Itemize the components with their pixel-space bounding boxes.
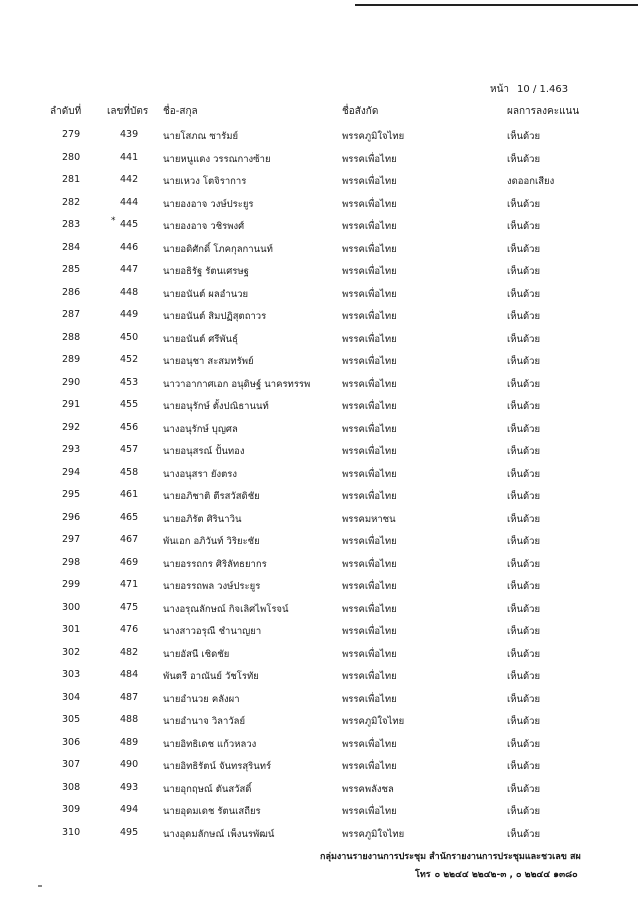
row-vote: เห็นด้วย xyxy=(507,603,541,615)
row-vote: เห็นด้วย xyxy=(507,243,541,255)
row-card-number: 493 xyxy=(120,781,139,793)
row-number: 294 xyxy=(62,466,81,478)
row-name: นายอิทธิเดช แก้วหลวง xyxy=(163,738,257,750)
table-row xyxy=(0,350,638,373)
row-name: นายอิทธิรัตน์ จันทรสุรินทร์ xyxy=(163,761,272,772)
table-row xyxy=(0,643,638,666)
table-row xyxy=(0,755,638,778)
table-row xyxy=(0,778,638,801)
row-number: 292 xyxy=(62,421,81,433)
row-number: 290 xyxy=(62,376,81,388)
header-party: ชื่อสังกัด xyxy=(342,106,379,117)
header-card: เลขที่บัตร xyxy=(107,106,149,117)
row-card-number: 447 xyxy=(120,264,139,275)
row-vote: เห็นด้วย xyxy=(507,468,541,480)
row-vote: เห็นด้วย xyxy=(507,783,541,795)
row-card-number: 487 xyxy=(120,691,139,703)
table-row xyxy=(0,733,638,756)
row-name: นายอุกฤษณ์ ตันสวัสดิ์ xyxy=(163,783,252,795)
table-row xyxy=(0,125,638,148)
row-number: 280 xyxy=(62,151,81,163)
row-card-number: 484 xyxy=(120,669,139,680)
row-party: พรรคเพื่อไทย xyxy=(342,266,397,277)
row-vote: เห็นด้วย xyxy=(507,558,541,570)
row-number: 295 xyxy=(62,489,81,500)
row-name: นายองอาจ วงษ์ประยูร xyxy=(163,198,254,210)
row-number: 284 xyxy=(62,241,81,253)
footer-office: กลุ่มงานรายงานการประชุม สำนักรายงานการประชุมและชวเลข สผ xyxy=(320,852,581,862)
row-name: นางสาวอรุณี ชำนาญยา xyxy=(163,626,262,637)
row-number: 298 xyxy=(62,556,81,568)
row-name: นายอภิชาติ ตีรสวัสดิชัย xyxy=(163,491,260,502)
row-party: พรรคเพื่อไทย xyxy=(342,761,397,772)
row-party: พรรคเพื่อไทย xyxy=(342,581,397,592)
row-card-number: 452 xyxy=(120,354,139,365)
row-card-number: 471 xyxy=(120,579,139,590)
row-name: นายอุดมเดช รัตนเสถียร xyxy=(163,806,261,817)
row-name: นายอภิรัต ศิรินาวิน xyxy=(163,513,242,525)
row-card-number: 441 xyxy=(120,151,139,163)
row-party: พรรคเพื่อไทย xyxy=(342,401,397,412)
row-number: 304 xyxy=(62,691,81,703)
row-vote: เห็นด้วย xyxy=(507,716,541,727)
row-card-number: 461 xyxy=(120,489,139,500)
row-name: นางอนุสรา ยังตรง xyxy=(163,468,238,480)
row-vote: เห็นด้วย xyxy=(507,761,541,772)
table-row xyxy=(0,710,638,733)
row-party: พรรคพลังชล xyxy=(342,783,394,795)
top-rule xyxy=(355,4,638,6)
row-name: นายอัสนี เชิดชัย xyxy=(163,648,230,660)
row-name: นายหนูแดง วรรณกางซ้าย xyxy=(163,153,271,165)
table-row xyxy=(0,283,638,306)
row-card-number: 488 xyxy=(120,714,139,725)
table-row xyxy=(0,823,638,846)
row-name: นายอำนาจ วิลาวัลย์ xyxy=(163,716,246,727)
row-vote: เห็นด้วย xyxy=(507,536,541,547)
row-card-number: 489 xyxy=(120,736,139,748)
table-row xyxy=(0,463,638,486)
row-party: พรรคมหาชน xyxy=(342,513,396,525)
row-name: นายโสภณ ซารัมย์ xyxy=(163,131,239,142)
row-vote: เห็นด้วย xyxy=(507,626,541,637)
row-party: พรรคเพื่อไทย xyxy=(342,806,397,817)
table-row xyxy=(0,575,638,598)
table-row xyxy=(0,508,638,531)
vote-table xyxy=(0,125,638,845)
table-row xyxy=(0,395,638,418)
row-card-number: 495 xyxy=(120,826,139,838)
row-vote: เห็นด้วย xyxy=(507,738,541,750)
row-number: 299 xyxy=(62,579,81,590)
row-card-number: 476 xyxy=(120,624,139,635)
table-row xyxy=(0,598,638,621)
table-row xyxy=(0,193,638,216)
row-card-number: 455 xyxy=(120,399,139,410)
row-party: พรรคเพื่อไทย xyxy=(342,648,397,660)
footer-phone xyxy=(415,867,582,881)
table-row xyxy=(0,530,638,553)
row-vote: เห็นด้วย xyxy=(507,828,541,840)
row-number: 307 xyxy=(62,759,81,770)
row-name: นายอนันต์ ศรีพันธุ์ xyxy=(163,333,238,345)
row-name: นายอรรถกร ศิริลัทธยากร xyxy=(163,558,267,570)
row-party: พรรคเพื่อไทย xyxy=(342,446,397,457)
row-name: นายอำนวย คลังผา xyxy=(163,693,240,705)
header-vote: ผลการลงคะแนน xyxy=(507,106,580,117)
row-party: พรรคเพื่อไทย xyxy=(342,333,397,345)
row-party: พรรคเพื่อไทย xyxy=(342,423,397,435)
row-card-number: 439 xyxy=(120,129,139,140)
table-row xyxy=(0,665,638,688)
row-number: 302 xyxy=(62,646,81,658)
row-number: 297 xyxy=(62,534,81,545)
row-name: นายอนุสรณ์ ปั้นทอง xyxy=(163,446,245,457)
row-name: นายอนันต์ สิมปฏิสุตถาวร xyxy=(163,311,267,322)
row-number: 308 xyxy=(62,781,81,793)
row-name: นายองอาจ วชิรพงศ์ xyxy=(163,221,245,232)
row-party: พรรคเพื่อไทย xyxy=(342,356,397,367)
row-card-number: 456 xyxy=(120,421,139,433)
margin-mark xyxy=(38,885,42,887)
table-row xyxy=(0,688,638,711)
row-card-number: 445 xyxy=(120,219,139,230)
row-party: พรรคภูมิใจไทย xyxy=(342,828,405,840)
row-party: พรรคเพื่อไทย xyxy=(342,468,397,480)
row-vote: เห็นด้วย xyxy=(507,693,541,705)
row-party: พรรคเพื่อไทย xyxy=(342,176,397,187)
row-number: 283 xyxy=(62,219,81,230)
row-name: นายอดิศักดิ์ โภคกุลกานนท์ xyxy=(163,243,273,255)
row-party: พรรคเพื่อไทย xyxy=(342,221,397,232)
row-number: 286 xyxy=(62,286,81,298)
page-label: หน้า xyxy=(490,84,510,95)
row-vote: เห็นด้วย xyxy=(507,581,541,592)
row-vote: เห็นด้วย xyxy=(507,333,541,345)
table-row xyxy=(0,148,638,171)
table-row xyxy=(0,260,638,283)
row-party: พรรคเพื่อไทย xyxy=(342,738,397,750)
row-vote: เห็นด้วย xyxy=(507,288,541,300)
row-card-number: 444 xyxy=(120,196,139,208)
row-number: 303 xyxy=(62,669,81,680)
row-number: 287 xyxy=(62,309,81,320)
row-card-number: 467 xyxy=(120,534,139,545)
row-party: พรรคเพื่อไทย xyxy=(342,288,397,300)
row-vote: เห็นด้วย xyxy=(507,198,541,210)
row-party: พรรคภูมิใจไทย xyxy=(342,716,405,727)
row-vote: เห็นด้วย xyxy=(507,153,541,165)
row-number: 306 xyxy=(62,736,81,748)
row-card-number: 475 xyxy=(120,601,139,613)
row-vote: เห็นด้วย xyxy=(507,806,541,817)
row-number: 285 xyxy=(62,264,81,275)
row-party: พรรคเพื่อไทย xyxy=(342,558,397,570)
row-party: พรรคเพื่อไทย xyxy=(342,378,397,390)
row-vote: เห็นด้วย xyxy=(507,221,541,232)
row-card-number: 457 xyxy=(120,444,139,455)
header-name: ชื่อ-สกุล xyxy=(163,106,198,117)
table-row xyxy=(0,800,638,823)
row-card-number: 469 xyxy=(120,556,139,568)
row-number: 289 xyxy=(62,354,81,365)
row-card-number: 490 xyxy=(120,759,139,770)
row-card-number: 482 xyxy=(120,646,139,658)
row-vote: เห็นด้วย xyxy=(507,671,541,682)
row-number: 293 xyxy=(62,444,81,455)
row-party: พรรคภูมิใจไทย xyxy=(342,131,405,142)
row-vote: เห็นด้วย xyxy=(507,513,541,525)
row-card-number: 453 xyxy=(120,376,139,388)
row-card-number: 494 xyxy=(120,804,139,815)
row-card-number: 449 xyxy=(120,309,139,320)
row-number: 309 xyxy=(62,804,81,815)
row-name: พันเอก อภิวันท์ วิริยะชัย xyxy=(163,536,260,547)
row-number: 288 xyxy=(62,331,81,343)
row-vote: เห็นด้วย xyxy=(507,491,541,502)
row-card-number: 450 xyxy=(120,331,139,343)
row-name: นายอนุรักษ์ ตั้งปณิธานนท์ xyxy=(163,401,269,412)
page-value: 10 / 1.463 xyxy=(517,84,569,95)
row-vote: เห็นด้วย xyxy=(507,378,541,390)
row-party: พรรคเพื่อไทย xyxy=(342,693,397,705)
row-name: นางอรุณลักษณ์ กิจเลิศไพโรจน์ xyxy=(163,603,289,615)
row-number: 296 xyxy=(62,511,81,523)
header-no: ลำดับที่ xyxy=(50,106,82,117)
row-party: พรรคเพื่อไทย xyxy=(342,491,397,502)
row-card-number: 442 xyxy=(120,174,139,185)
row-name: นางอุดมลักษณ์ เพ็งนรพัฒน์ xyxy=(163,828,275,840)
row-party: พรรคเพื่อไทย xyxy=(342,603,397,615)
row-number: 305 xyxy=(62,714,81,725)
row-vote: เห็นด้วย xyxy=(507,266,541,277)
table-row xyxy=(0,553,638,576)
row-card-number: 465 xyxy=(120,511,139,523)
table-row xyxy=(0,485,638,508)
row-name: นาวาอากาศเอก อนุดิษฐ์ นาครทรรพ xyxy=(163,378,311,390)
table-row xyxy=(0,328,638,351)
row-vote: เห็นด้วย xyxy=(507,446,541,457)
row-name: นายอนุชา สะสมทรัพย์ xyxy=(163,356,254,367)
row-vote: เห็นด้วย xyxy=(507,311,541,322)
table-row xyxy=(0,215,638,238)
row-party: พรรคเพื่อไทย xyxy=(342,311,397,322)
row-party: พรรคเพื่อไทย xyxy=(342,243,397,255)
row-name: นายอรรถพล วงษ์ประยูร xyxy=(163,581,261,592)
row-number: 281 xyxy=(62,174,81,185)
table-row xyxy=(0,440,638,463)
row-party: พรรคเพื่อไทย xyxy=(342,536,397,547)
row-party: พรรคเพื่อไทย xyxy=(342,626,397,637)
row-vote: เห็นด้วย xyxy=(507,648,541,660)
row-vote: งดออกเสียง xyxy=(507,176,555,187)
row-card-number: 458 xyxy=(120,466,139,478)
row-name: นายอนันต์ ผลอำนวย xyxy=(163,288,249,300)
row-number: 301 xyxy=(62,624,81,635)
row-mark: * xyxy=(111,216,116,226)
row-name: นายเหวง โตจิราการ xyxy=(163,176,247,187)
row-name: นายอธิรัฐ รัตนเศรษฐ xyxy=(163,266,249,277)
row-name: นางอนุรักษ์ บุญศล xyxy=(163,423,238,435)
row-number: 282 xyxy=(62,196,81,208)
table-row xyxy=(0,170,638,193)
row-party: พรรคเพื่อไทย xyxy=(342,153,397,165)
row-vote: เห็นด้วย xyxy=(507,423,541,435)
footer-phone-label: โทร xyxy=(415,870,431,880)
footer-phone-value: ๐ ๒๒๔๔ ๒๒๔๒-๓ , ๐ ๒๒๔๔ ๑๓๘๐ xyxy=(434,870,578,880)
table-row xyxy=(0,418,638,441)
page-number xyxy=(490,82,576,97)
row-vote: เห็นด้วย xyxy=(507,401,541,412)
row-number: 300 xyxy=(62,601,81,613)
row-vote: เห็นด้วย xyxy=(507,356,541,367)
row-number: 291 xyxy=(62,399,81,410)
row-party: พรรคเพื่อไทย xyxy=(342,671,397,682)
row-number: 279 xyxy=(62,129,81,140)
row-card-number: 448 xyxy=(120,286,139,298)
row-party: พรรคเพื่อไทย xyxy=(342,198,397,210)
row-card-number: 446 xyxy=(120,241,139,253)
row-vote: เห็นด้วย xyxy=(507,131,541,142)
row-name: พันตรี อาณันย์ วัชโรทัย xyxy=(163,671,259,682)
table-row xyxy=(0,373,638,396)
row-number: 310 xyxy=(62,826,81,838)
table-row xyxy=(0,238,638,261)
table-row xyxy=(0,620,638,643)
table-row xyxy=(0,305,638,328)
